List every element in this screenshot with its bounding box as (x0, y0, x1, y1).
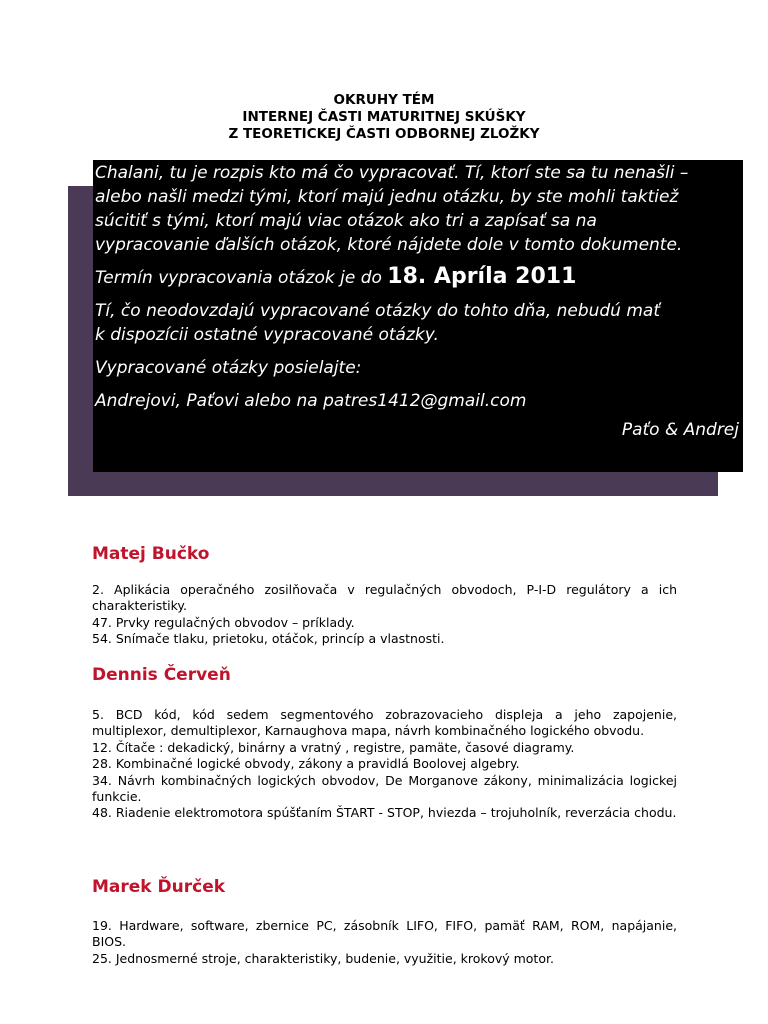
topic-list (92, 918, 677, 967)
deadline-date: 18. Apríla 2011 (387, 264, 577, 289)
notice-send-label: Vypracované otázky posielajte: (95, 358, 362, 378)
notice-intro-line: vypracovanie ďalších otázok, ktoré nájdete dole v tomto dokumente. (95, 235, 683, 255)
notice-box (93, 160, 743, 472)
notice-warning-line: Tí, čo neodovzdajú vypracované otázky do tohto dňa, nebudú mať (95, 301, 660, 321)
topic-item: 2. Aplikácia operačného zosilňovača v regulačných obvodoch, P-I-D regulátory a ich charakteristiky. (92, 582, 677, 614)
notice-intro-line: alebo našli medzi tými, ktorí majú jednu otázku, by ste mohli taktiež (95, 187, 679, 207)
notice-send-to: Andrejovi, Paťovi alebo na patres1412@gmail.com (95, 391, 527, 411)
person-name: Marek Ďurček (92, 877, 226, 897)
notice-warning-line: k dispozícii ostatné vypracované otázky. (95, 325, 439, 345)
topic-item: 28. Kombinačné logické obvody, zákony a pravidlá Boolovej algebry. (92, 756, 520, 772)
notice-signature: Paťo & Andrej (621, 420, 739, 440)
person-name: Matej Bučko (92, 544, 210, 564)
person-name: Dennis Červeň (92, 665, 231, 685)
notice-warning (95, 299, 739, 347)
topic-item: 5. BCD kód, kód sedem segmentového zobrazovacieho displeja a jeho zapojenie, multiplexor, demultiplexor, Karnaughova mapa, návrh kombinačného logického obvodu. (92, 707, 677, 739)
notice-deadline (95, 265, 739, 290)
topic-item: 12. Čítače : dekadický, binárny a vratný , registre, pamäte, časové diagramy. (92, 739, 575, 755)
topic-list (92, 707, 677, 822)
topic-item: 48. Riadenie elektromotora spúšťaním ŠTART - STOP, hviezda – trojuholník, reverzácia chodu. (92, 805, 677, 821)
topic-item: 54. Snímače tlaku, prietoku, otáčok, princíp a vlastnosti. (92, 631, 445, 647)
notice-intro (95, 161, 739, 257)
document-header (0, 92, 768, 143)
topic-item: 34. Návrh kombinačných logických obvodov, De Morganove zákony, minimalizácia logickej funkcie. (92, 772, 677, 805)
header-line-1: OKRUHY TÉM (333, 92, 435, 108)
header-line-2: INTERNEJ ČASTI MATURITNEJ SKÚŠKY (242, 109, 526, 125)
topic-item: 47. Prvky regulačných obvodov – príklady. (92, 614, 355, 630)
header-line-3: Z TEORETICKEJ ČASTI ODBORNEJ ZLOŽKY (228, 126, 540, 142)
deadline-prefix: Termín vypracovania otázok je do (95, 268, 388, 288)
topic-item: 25. Jednosmerné stroje, charakteristiky, budenie, využitie, krokový motor. (92, 950, 554, 966)
topic-list (92, 582, 677, 648)
notice-intro-line: Chalani, tu je rozpis kto má čo vypracovať. Tí, ktorí ste sa tu nenašli – (95, 163, 689, 183)
topic-item: 19. Hardware, software, zbernice PC, zásobník LIFO, FIFO, pamäť RAM, ROM, napájanie, BIOS. (92, 918, 677, 950)
notice-intro-line: súcitiť s tými, ktorí majú viac otázok ako tri a zapísať sa na (95, 211, 597, 231)
